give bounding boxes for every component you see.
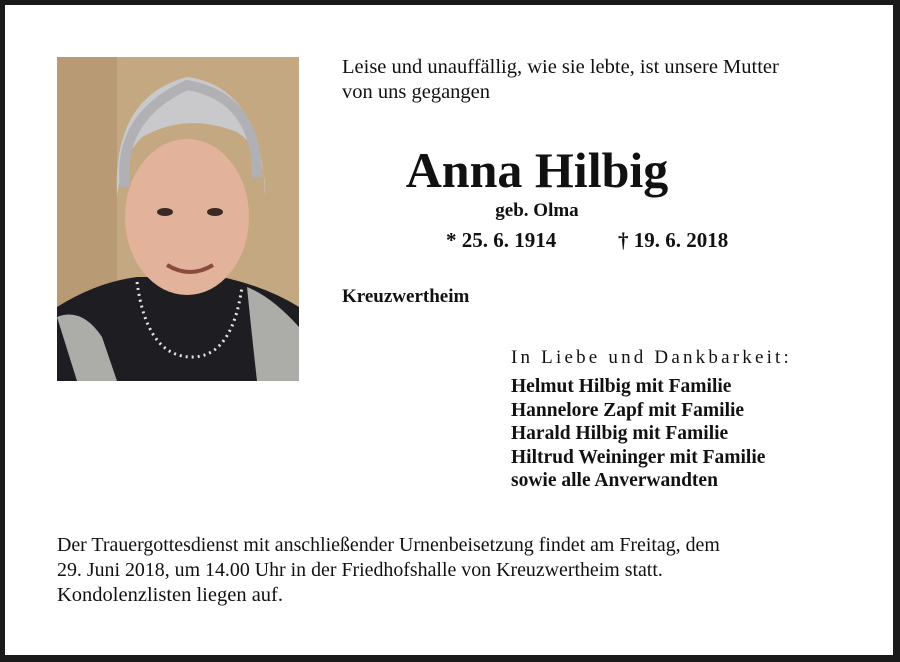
thanks-heading: In Liebe und Dankbarkeit: [511,347,793,368]
condolence-note: Kondolenzlisten liegen auf. [57,584,284,606]
mourner: Harald Hilbig mit Familie [511,423,729,444]
maiden-name: geb. Olma [495,200,579,221]
death-date: † 19. 6. 2018 [618,228,729,252]
service-line: 29. Juni 2018, um 14.00 Uhr in der Friedhofshalle von Kreuzwertheim statt. [57,559,663,581]
intro-line: von uns gegangen [342,81,491,103]
obituary-notice [5,5,893,655]
mourner: Hiltrud Weininger mit Familie [511,446,766,468]
service-text [57,533,720,583]
birth-date: * 25. 6. 1914 [446,228,557,252]
portrait-photo [57,57,299,381]
intro-text [342,55,779,105]
service-line: Der Trauergottesdienst mit anschließender Urnenbeisetzung findet am Freitag, dem [57,534,720,556]
deceased-name: Anna Hilbig [405,142,669,198]
mourner: sowie alle Anverwandten [511,470,718,491]
intro-line: Leise und unauffällig, wie sie lebte, ist unsere Mutter [342,56,779,78]
mourner: Helmut Hilbig mit Familie [511,376,732,397]
mourner: Hannelore Zapf mit Familie [511,399,745,421]
mourners-list [511,375,765,493]
place: Kreuzwertheim [342,286,470,307]
